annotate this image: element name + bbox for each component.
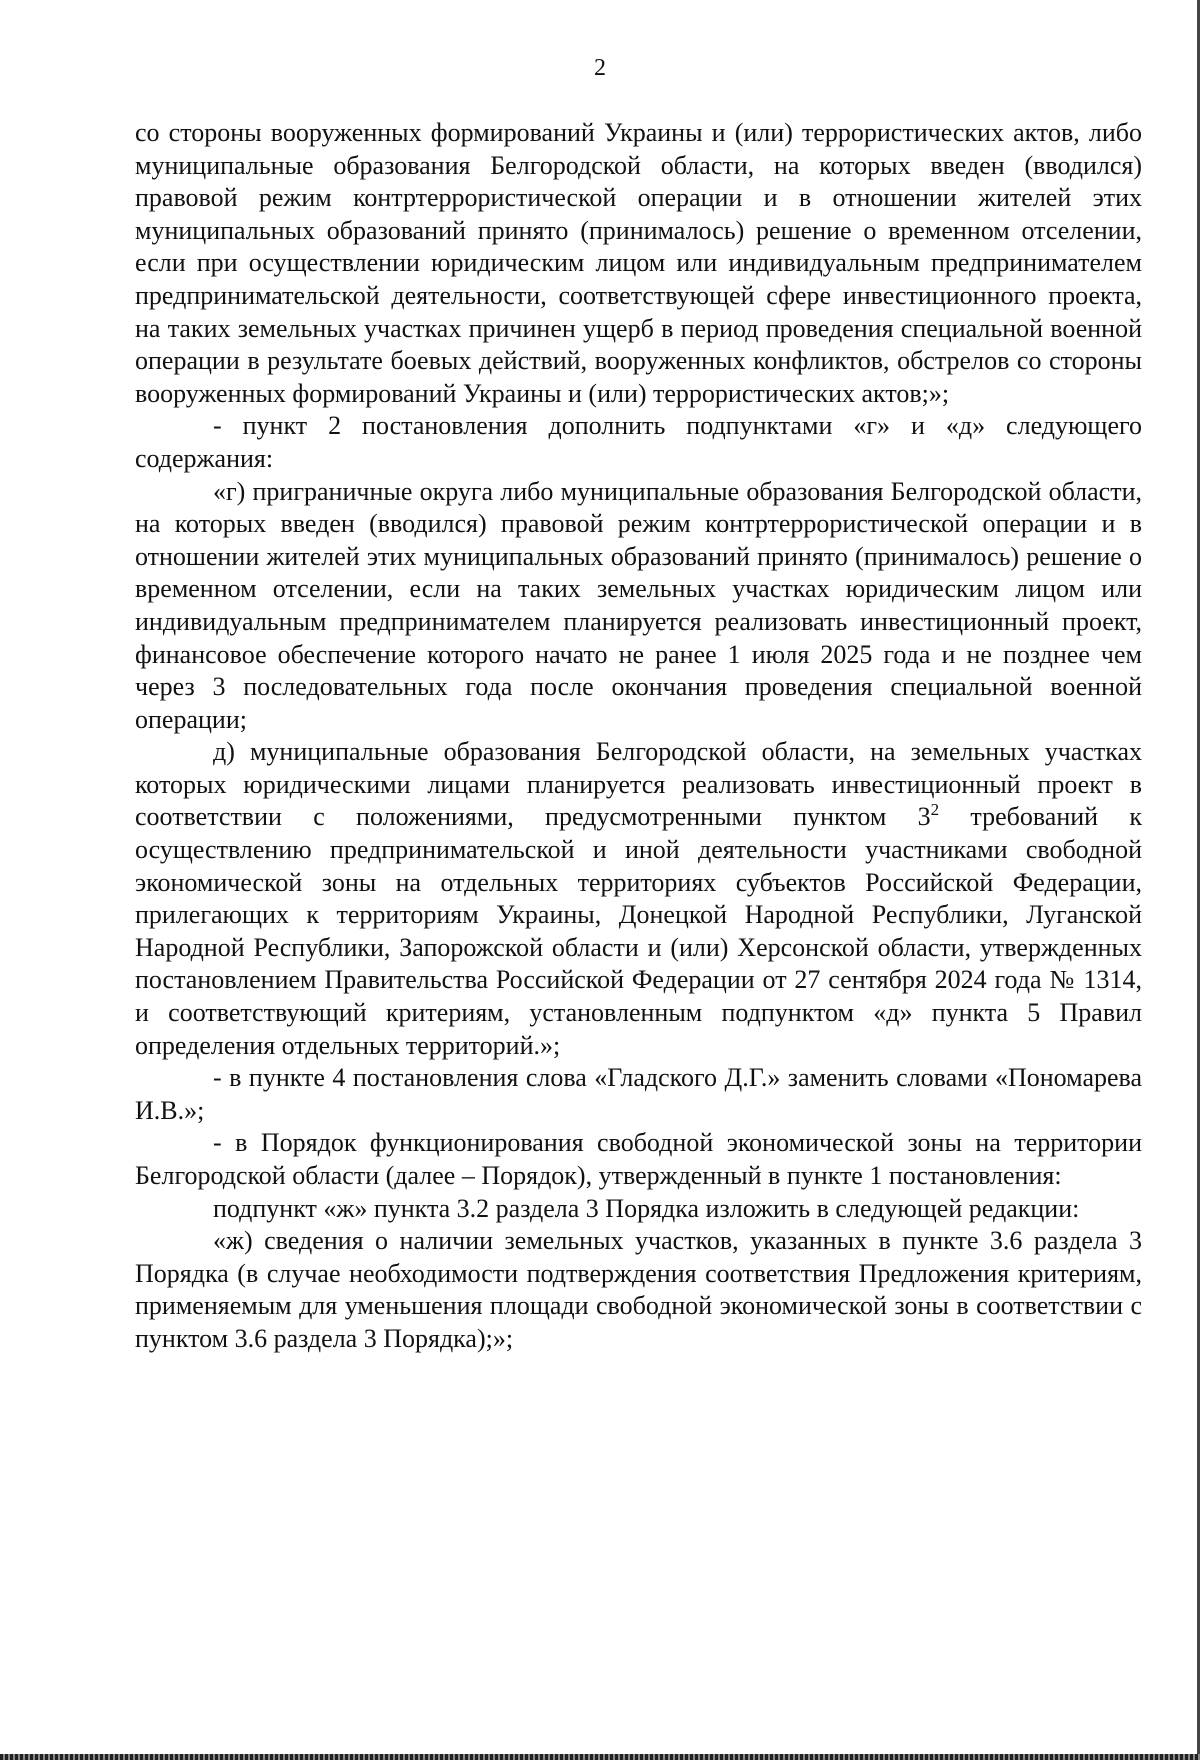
subitem-d-text-end: требований к осуществлению предпринимательской и иной деятельности участниками свободной экономической зоны на отдельных территориях субъектов Российской Федерации, прилегающих к территориям Украины, Донецкой Народной Республики, Луганской Народной Республики, Запорожской области и (или) Херсонской области, утвержденных постановлением Правительства Российской Федерации от 27 сентября 2024 года № 1314, и соответствующий критериям, установленным подпунктом «д» пункта 5 Правил определения отдельных территорий.»; [135, 802, 1142, 1060]
document-body [135, 117, 1142, 1356]
page-number: 2 [594, 55, 606, 81]
paragraph-subitem-zh: «ж) сведения о наличии земельных участков, указанных в пункте 3.6 раздела 3 Порядка (в случае необходимости подтверждения соответствия Предложения критериям, применяемым для уменьшения площади свободной экономической зоны в соответствии с пунктом 3.6 раздела 3 Порядка);»; [135, 1226, 1142, 1353]
paragraph-subitem-g: «г) приграничные округа либо муниципальные образования Белгородской области, на которых введен (вводился) правовой режим контртеррористической операции и в отношении жителей этих муниципальных образований принято (принималось) решение о временном отселении, если на таких земельных участках юридическим лицом или индивидуальным предпринимателем планируется реализовать инвестиционный проект, финансовое обеспечение которого начато не ранее 1 июля 2025 года и не позднее чем через 3 последовательных года после окончания проведения специальной военной операции; [135, 476, 1142, 734]
paragraph-procedure-amendment: - в Порядок функционирования свободной экономической зоны на территории Белгородской области (далее – Порядок), утвержденный в пункте 1 постановления: [135, 1128, 1142, 1190]
paragraph-amendment-item-4: - в пункте 4 постановления слова «Гладского Д.Г.» заменить словами «Пономарева И.В.»; [135, 1063, 1142, 1125]
page-edge-bottom [0, 1754, 1200, 1760]
paragraph-subitem-zh-intro: подпункт «ж» пункта 3.2 раздела 3 Порядка изложить в следующей редакции: [213, 1193, 1080, 1223]
paragraph-continuation: со стороны вооруженных формирований Украины и (или) террористических актов, либо муниципальные образования Белгородской области, на которых введен (вводился) правовой режим контртеррористической операции и в отношении жителей этих муниципальных образований принято (принималось) решение о временном отселении, если при осуществлении юридическим лицом или индивидуальным предпринимателем предпринимательской деятельности, соответствующей сфере инвестиционного проекта, на таких земельных участках причинен ущерб в период проведения специальной военной операции в результате боевых действий, вооруженных конфликтов, обстрелов со стороны вооруженных формирований Украины и (или) террористических актов;»; [135, 118, 1142, 408]
paragraph-amendment-item-2: - пункт 2 постановления дополнить подпунктами «г» и «д» следующего содержания: [135, 411, 1142, 473]
paragraph-subitem-d [135, 736, 1142, 1062]
subitem-d-text-start: д) муниципальные образования Белгородской области, на земельных участках которых юридическими лицами планируется реализовать инвестиционный проект в соответствии с положениями, предусмотренными пунктом 3 [135, 737, 1142, 832]
superscript-2: 2 [930, 800, 940, 820]
